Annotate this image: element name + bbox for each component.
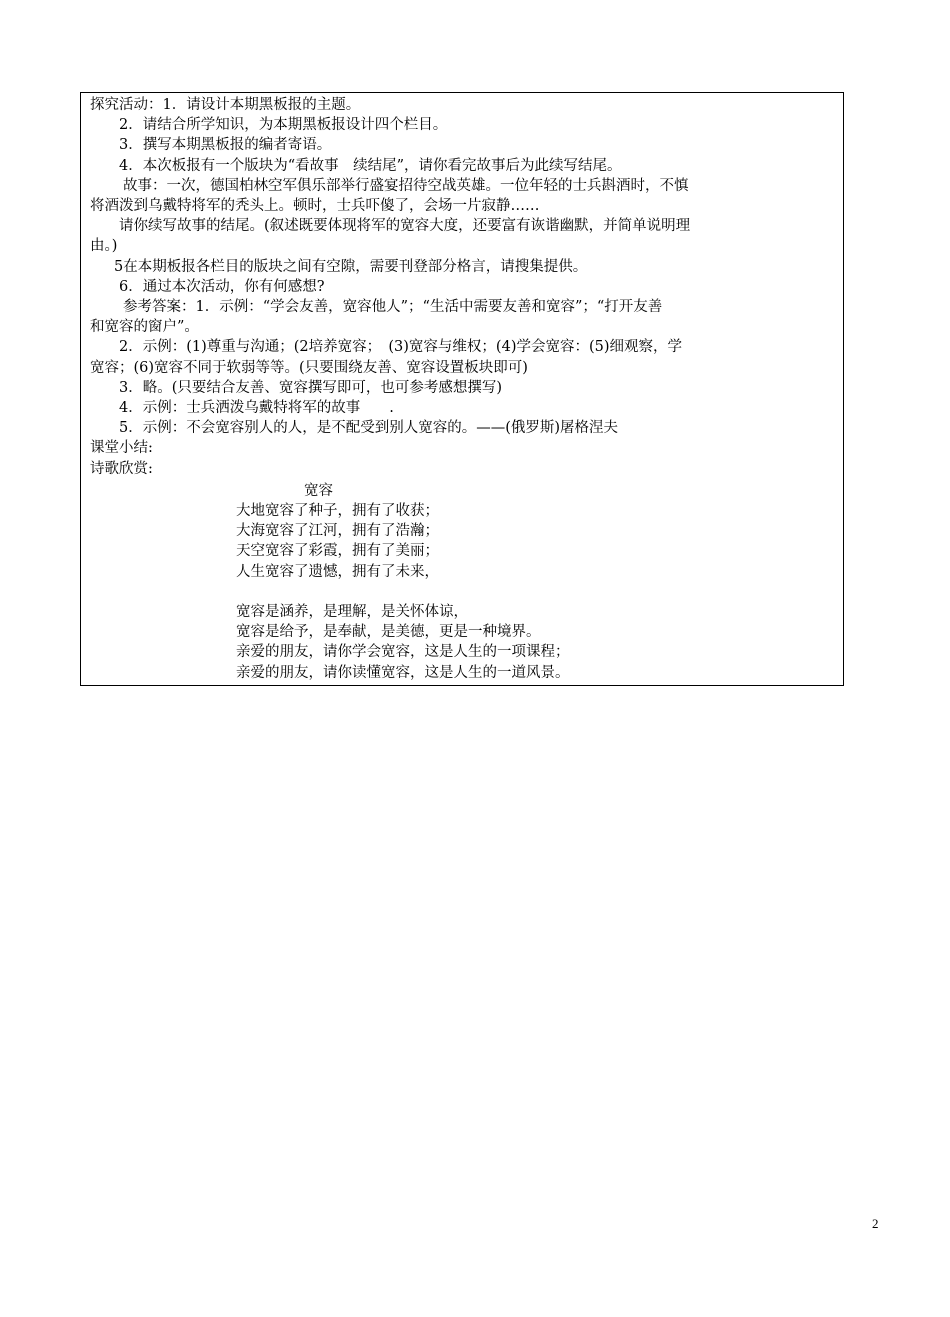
story-prompt-line-1: 请你续写故事的结尾。(叙述既要体现将军的宽容大度，还要富有诙谐幽默，并简单说明理 <box>119 218 691 235</box>
answer-line-7: 5．示例：不会宽容别人的人，是不配受到别人宽容的。——(俄罗斯)屠格涅夫 <box>119 420 619 437</box>
answer-line-4: 宽容；(6)宽容不同于软弱等等。(只要围绕友善、宽容设置板块即可) <box>90 359 528 376</box>
page-number: 2 <box>872 1216 879 1231</box>
story-line-1: 故事：一次，德国柏林空军俱乐部举行盛宴招待空战英雄。一位年轻的士兵斟酒时，不慎 <box>123 177 689 194</box>
poem-label: 诗歌欣赏: <box>90 460 153 477</box>
stanza-gap <box>90 582 835 602</box>
activity-line-4: 4．本次板报有一个版块为“看故事 续结尾”，请你看完故事后为此续写结尾。 <box>119 157 622 174</box>
poem-title: 宽容 <box>304 482 333 499</box>
activity-line-6: 6．通过本次活动，你有何感想? <box>119 278 325 295</box>
poem-line: 天空宽容了彩霞，拥有了美丽； <box>236 543 439 560</box>
poem-line: 宽容是给予，是奉献，是美德，更是一种境界。 <box>236 624 541 641</box>
story-line-2: 将酒泼到乌戴特将军的秃头上。顿时，士兵吓傻了，会场一片寂静…… <box>90 198 540 215</box>
answer-line-3: 2．示例：(1)尊重与沟通；(2培养宽容； (3)宽容与维权；(4)学会宽容：(5)细观察，学 <box>119 339 683 356</box>
answer-line-5: 3．略。(只要结合友善、宽容撰写即可，也可参考感想撰写) <box>119 379 503 396</box>
activity-line-1: 探究活动：1．请设计本期黑板报的主题。 <box>90 97 361 113</box>
activity-line-5: 5在本期板报各栏目的版块之间有空隙，需要刊登部分格言，请搜集提供。 <box>114 258 588 275</box>
answer-line-1: 参考答案：1．示例：“学会友善，宽容他人”；“生活中需要友善和宽容”；“打开友善 <box>123 299 663 316</box>
poem-line: 宽容是涵养，是理解，是关怀体谅， <box>236 604 468 621</box>
content-table-cell <box>80 92 844 686</box>
poem-line: 大地宽容了种子，拥有了收获； <box>236 503 439 520</box>
poem-line: 大海宽容了江河，拥有了浩瀚； <box>236 523 439 540</box>
activity-line-3: 3．撰写本期黑板报的编者寄语。 <box>119 137 332 154</box>
answer-line-6: 4．示例：士兵洒泼乌戴特将军的故事 . <box>119 400 394 417</box>
poem-line: 人生宽容了遗憾，拥有了未来， <box>236 563 439 580</box>
answer-line-2: 和宽容的窗户”。 <box>90 319 199 336</box>
story-prompt-line-2: 由。) <box>90 238 118 255</box>
activity-line-2: 2．请结合所学知识，为本期黑板报设计四个栏目。 <box>119 117 448 134</box>
summary-label: 课堂小结: <box>90 440 153 457</box>
poem-line: 亲爱的朋友，请你读懂宽容，这是人生的一道风景。 <box>236 664 570 681</box>
poem-line: 亲爱的朋友，请你学会宽容，这是人生的一项课程； <box>236 644 570 661</box>
